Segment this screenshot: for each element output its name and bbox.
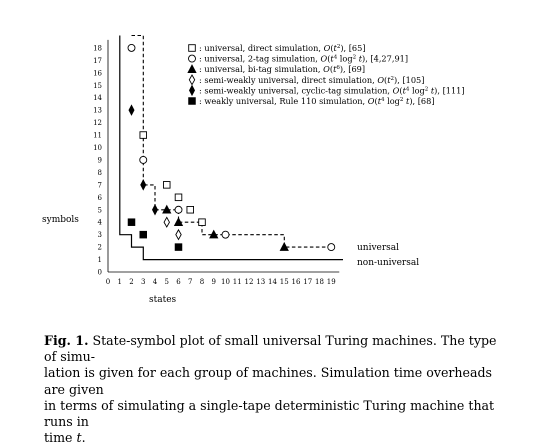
x-tick-label: 15: [279, 278, 289, 286]
x-tick-label: 3: [141, 278, 146, 286]
legend-entry: : universal, 2-tag simulation, $O(t^4$ $\log^2 t$), [4,27,91]: [199, 53, 409, 64]
legend-marker-filled-square: [189, 98, 196, 105]
y-tick-label: 18: [93, 44, 102, 53]
legend-entry: : semi-weakly universal, direct simulation, $O(t^2)$, [105]: [199, 74, 425, 85]
x-axis-label: states: [149, 295, 177, 305]
legend-marker-open-square: [189, 45, 196, 52]
data-point-filled-diamond: [141, 180, 146, 190]
x-tick-label: 16: [291, 278, 301, 286]
y-tick-label: 12: [93, 119, 102, 128]
legend-entry: : weakly universal, Rule 110 simulation, $O(t^4$ $\log^2 t$), [68]: [199, 96, 435, 106]
caption-line-4: [44, 430, 510, 446]
data-point-open-circle: [175, 206, 182, 213]
caption-line-1: [44, 333, 510, 365]
non-universal-region-label: non-universal: [357, 258, 420, 268]
y-tick-label: 5: [97, 206, 102, 215]
x-tick-label: 14: [268, 278, 277, 286]
x-tick-label: 10: [221, 278, 230, 286]
legend: [188, 43, 464, 106]
data-point-open-diamond: [176, 230, 181, 240]
legend-entry: : universal, direct simulation, $O(t^2)$, [65]: [199, 43, 366, 53]
caption-time-variable: t: [76, 430, 82, 446]
x-tick-label: 7: [188, 278, 193, 286]
y-tick-label: 16: [93, 69, 102, 78]
y-tick-label: 6: [97, 193, 102, 202]
x-tick-label: 9: [211, 278, 216, 286]
figure-caption: [44, 333, 510, 446]
y-tick-label: 13: [93, 106, 102, 115]
legend-entry: : universal, bi-tag simulation, $O(t^6)$, [69]: [199, 64, 366, 75]
legend-entry: : semi-weakly universal, cyclic-tag simulation, $O(t^4$ $\log^2 t$), [111]: [199, 85, 465, 96]
data-point-open-circle: [222, 231, 229, 238]
caption-line-2: lation is given for each group of machines. Simulation time overheads are given: [44, 365, 493, 397]
data-point-open-square: [163, 182, 170, 189]
data-point-filled-diamond: [129, 105, 134, 115]
caption-figure-label: Fig. 1.: [44, 333, 89, 348]
y-tick-label: 11: [93, 131, 102, 140]
legend-marker-open-circle: [189, 55, 196, 62]
data-point-filled-square: [140, 231, 147, 238]
data-point-open-circle: [140, 156, 147, 163]
y-tick-label: 14: [93, 94, 102, 103]
legend-marker-filled-diamond: [190, 86, 195, 96]
y-tick-label: 8: [97, 168, 102, 177]
data-point-open-square: [175, 194, 182, 201]
universal-region-label: universal: [357, 243, 400, 253]
legend-marker-filled-triangle: [188, 65, 196, 72]
y-tick-label: 4: [97, 218, 102, 227]
data-point-open-square: [199, 219, 206, 226]
data-point-open-square: [187, 206, 194, 213]
caption-text-1: State-symbol plot of small universal Turing machines. The type of simu-: [44, 333, 497, 365]
y-tick-label: 10: [93, 144, 102, 152]
y-tick-label: 9: [97, 156, 102, 165]
y-axis-label: symbols: [42, 215, 79, 225]
caption-line-3: in terms of simulating a single-tape deterministic Turing machine that runs in: [44, 397, 495, 430]
x-tick-label: 18: [315, 278, 324, 286]
x-tick-label: 8: [199, 278, 205, 286]
data-point-filled-square: [175, 244, 182, 251]
x-tick-label: 17: [303, 278, 313, 286]
data-point-open-circle: [128, 44, 135, 51]
x-tick-label: 13: [256, 278, 266, 286]
y-tick-label: 2: [97, 243, 102, 252]
y-tick-label: 15: [93, 81, 102, 90]
data-point-open-diamond: [164, 217, 169, 227]
x-tick-label: 6: [176, 278, 181, 286]
x-tick-label: 11: [232, 278, 242, 286]
data-point-filled-diamond: [153, 205, 158, 215]
y-tick-label: 17: [93, 56, 102, 65]
x-tick-label: 19: [326, 278, 336, 286]
data-point-open-square: [140, 132, 147, 139]
y-tick-label: 7: [97, 181, 102, 190]
data-point-filled-square: [128, 219, 135, 226]
legend-marker-open-diamond: [189, 75, 194, 85]
x-tick-label: 4: [152, 278, 158, 286]
y-tick-label: 0: [97, 268, 102, 277]
y-tick-label: 3: [97, 231, 102, 240]
x-tick-label: 0: [105, 278, 111, 286]
x-tick-label: 1: [117, 278, 122, 286]
y-tick-label: 1: [97, 256, 102, 265]
x-tick-label: 2: [129, 278, 134, 286]
data-point-open-circle: [328, 244, 335, 251]
caption-text-4: time: [44, 430, 77, 446]
x-tick-label: 5: [164, 278, 169, 286]
caption-text-4-end: .: [81, 430, 86, 446]
x-tick-label: 12: [244, 278, 254, 286]
